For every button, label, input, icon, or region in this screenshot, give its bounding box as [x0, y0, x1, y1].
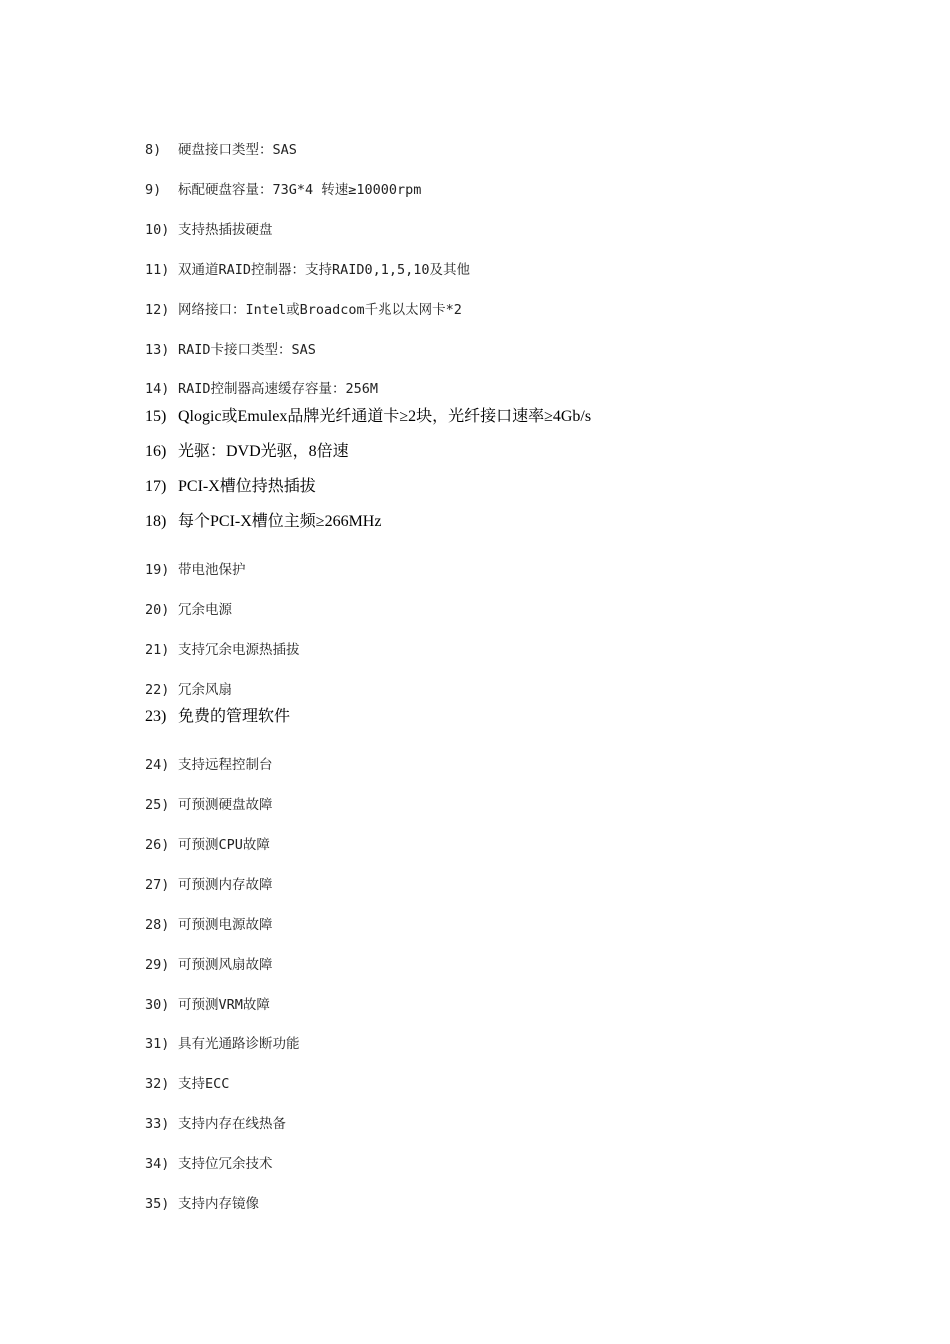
- item-number: 32): [145, 1076, 170, 1092]
- list-item: [145, 915, 273, 935]
- item-text: 标配硬盘容量：73G*4 转速≥10000rpm: [178, 182, 422, 198]
- list-item: [145, 795, 273, 815]
- item-number: 23): [145, 708, 167, 725]
- list-item: [145, 512, 381, 532]
- item-text: 具有光通路诊断功能: [178, 1036, 300, 1052]
- item-text: 带电池保护: [178, 562, 246, 578]
- item-number: 26): [145, 837, 170, 853]
- item-number: 19): [145, 562, 170, 578]
- item-text: Qlogic或Emulex品牌光纤通道卡≥2块，光纤接口速率≥4Gb/s: [178, 408, 592, 425]
- list-item: [145, 560, 246, 580]
- list-item: [145, 407, 591, 427]
- item-number: 25): [145, 797, 170, 813]
- item-number: 10): [145, 222, 170, 238]
- item-text: 可预测VRM故障: [178, 997, 270, 1013]
- item-number: 30): [145, 997, 170, 1013]
- list-item: [145, 379, 378, 399]
- item-text: 可预测硬盘故障: [178, 797, 273, 813]
- item-number: 28): [145, 917, 170, 933]
- item-text: 可预测内存故障: [178, 877, 273, 893]
- item-text: 支持内存镜像: [178, 1196, 259, 1212]
- item-text: 每个PCI-X槽位主频≥266MHz: [178, 513, 382, 530]
- item-number: 12): [145, 302, 170, 318]
- item-text: RAID卡接口类型：SAS: [178, 342, 316, 358]
- item-number: 17): [145, 478, 167, 495]
- item-text: 冗余电源: [178, 602, 232, 618]
- item-text: PCI-X槽位持热插拔: [178, 478, 316, 495]
- list-item: [145, 1154, 273, 1174]
- list-item: [145, 442, 349, 462]
- item-number: 24): [145, 757, 170, 773]
- item-number: 27): [145, 877, 170, 893]
- item-text: 光驱：DVD光驱，8倍速: [178, 443, 349, 460]
- list-item: [145, 1074, 229, 1094]
- list-item: [145, 875, 273, 895]
- list-item: [145, 1114, 286, 1134]
- item-text: 支持远程控制台: [178, 757, 273, 773]
- item-text: 支持热插拔硬盘: [178, 222, 273, 238]
- list-item: [145, 1034, 300, 1054]
- list-item: [145, 260, 470, 280]
- item-text: 冗余风扇: [178, 682, 232, 698]
- item-text: 网络接口：Intel或Broadcom千兆以太网卡*2: [178, 302, 462, 318]
- list-item: [145, 1194, 259, 1214]
- list-item: [145, 955, 273, 975]
- list-item: [145, 835, 270, 855]
- list-item: [145, 680, 232, 700]
- list-item: [145, 755, 273, 775]
- list-item: [145, 600, 232, 620]
- item-number: 14): [145, 381, 170, 397]
- item-number: 31): [145, 1036, 170, 1052]
- item-number: 29): [145, 957, 170, 973]
- item-text: 双通道RAID控制器：支持RAID0,1,5,10及其他: [178, 262, 471, 278]
- item-text: 可预测CPU故障: [178, 837, 270, 853]
- item-text: 支持位冗余技术: [178, 1156, 273, 1172]
- list-item: [145, 477, 316, 497]
- list-item: [145, 300, 462, 320]
- item-number: 15): [145, 408, 167, 425]
- item-number: 18): [145, 513, 167, 530]
- list-item: [145, 640, 300, 660]
- list-item: [145, 340, 316, 360]
- item-number: 9): [145, 182, 162, 198]
- item-text: 免费的管理软件: [178, 708, 291, 725]
- list-item: [145, 180, 421, 200]
- item-number: 35): [145, 1196, 170, 1212]
- item-text: 硬盘接口类型：SAS: [178, 142, 297, 158]
- item-text: RAID控制器高速缓存容量：256M: [178, 381, 379, 397]
- list-item: [145, 707, 290, 727]
- list-item: [145, 220, 273, 240]
- item-text: 支持ECC: [178, 1076, 230, 1092]
- item-number: 16): [145, 443, 167, 460]
- item-text: 可预测电源故障: [178, 917, 273, 933]
- list-item: [145, 140, 297, 160]
- item-number: 11): [145, 262, 170, 278]
- item-number: 33): [145, 1116, 170, 1132]
- item-text: 支持冗余电源热插拔: [178, 642, 300, 658]
- list-item: [145, 995, 270, 1015]
- item-number: 13): [145, 342, 170, 358]
- item-number: 8): [145, 142, 162, 158]
- item-text: 可预测风扇故障: [178, 957, 273, 973]
- item-number: 21): [145, 642, 170, 658]
- item-text: 支持内存在线热备: [178, 1116, 286, 1132]
- item-number: 20): [145, 602, 170, 618]
- item-number: 22): [145, 682, 170, 698]
- item-number: 34): [145, 1156, 170, 1172]
